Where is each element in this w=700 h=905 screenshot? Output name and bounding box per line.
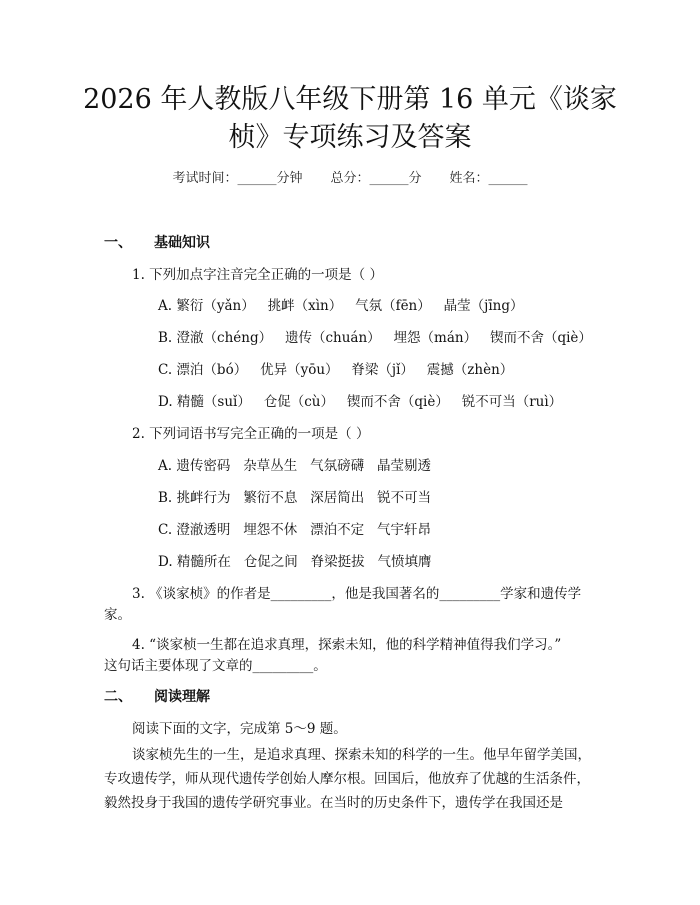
- question-3-line-2: 家。: [104, 607, 131, 623]
- exam-time: 考试时间：______分钟: [172, 171, 303, 186]
- document-title-line-2: 桢》专项练习及答案: [228, 122, 472, 153]
- question-1-option-d: D. 精髓（suǐ） 仓促（cù） 锲而不舍（qiè） 锐不可当（ruì）: [158, 394, 563, 410]
- section-title: 阅读理解: [154, 689, 210, 705]
- question-1-stem: 1. 下列加点字注音完全正确的一项是（ ）: [132, 267, 383, 283]
- document-title-line-1: 2026 年人教版八年级下册第 16 单元《谈家: [83, 84, 617, 115]
- exam-score: 总分：______分: [330, 171, 422, 186]
- section-heading-basic: [104, 232, 210, 252]
- question-1-option-c: C. 漂泊（bó） 优异（yōu） 脊梁（jǐ） 震撼（zhèn）: [158, 362, 514, 378]
- reading-passage: [104, 743, 600, 815]
- question-3-line-1: 3. 《谈家桢》的作者是_________，他是我国著名的_________学家和遗传学: [132, 586, 582, 602]
- question-2-option-b: B. 挑衅行为 繁衍不息 深居简出 锐不可当: [158, 490, 432, 506]
- section-number: 一、: [104, 235, 132, 251]
- section-heading-reading: [104, 686, 210, 706]
- question-4-line-1: 4. “谈家桢一生都在追求真理，探索未知，他的科学精神值得我们学习。”: [132, 637, 562, 653]
- question-4-line-2: 这句话主要体现了文章的_________。: [104, 658, 327, 674]
- question-1-option-b: B. 澄澈（chéng） 遗传（chuán） 埋怨（mán） 锲而不舍（qiè）: [158, 330, 592, 346]
- exam-meta: [0, 167, 700, 186]
- question-2-stem: 2. 下列词语书写完全正确的一项是（ ）: [132, 426, 370, 442]
- question-2-option-c: C. 澄澈透明 埋怨不休 漂泊不定 气宇轩昂: [158, 522, 432, 538]
- question-2-option-a: A. 遗传密码 杂草丛生 气氛磅礴 晶莹剔透: [158, 458, 431, 474]
- reading-passage-text: 谈家桢先生的一生，是追求真理、探索未知的科学的一生。他早年留学美国，专攻遗传学，师从现代遗传学创始人摩尔根。回国后，他放弃了优越的生活条件，毅然投身于我国的遗传学研究事业。在当时的历史条件下，遗传学在我国还是: [104, 747, 591, 811]
- question-1-option-a: A. 繁衍（yǎn） 挑衅（xìn） 气氛（fēn） 晶莹（jīng）: [158, 298, 524, 314]
- reading-intro: 阅读下面的文字，完成第 5～9 题。: [132, 721, 347, 737]
- student-name: 姓名：______: [449, 171, 528, 186]
- section-title: 基础知识: [154, 235, 210, 251]
- section-number: 二、: [104, 689, 132, 705]
- question-2-option-d: D. 精髓所在 仓促之间 脊梁挺拔 气愤填膺: [158, 554, 432, 570]
